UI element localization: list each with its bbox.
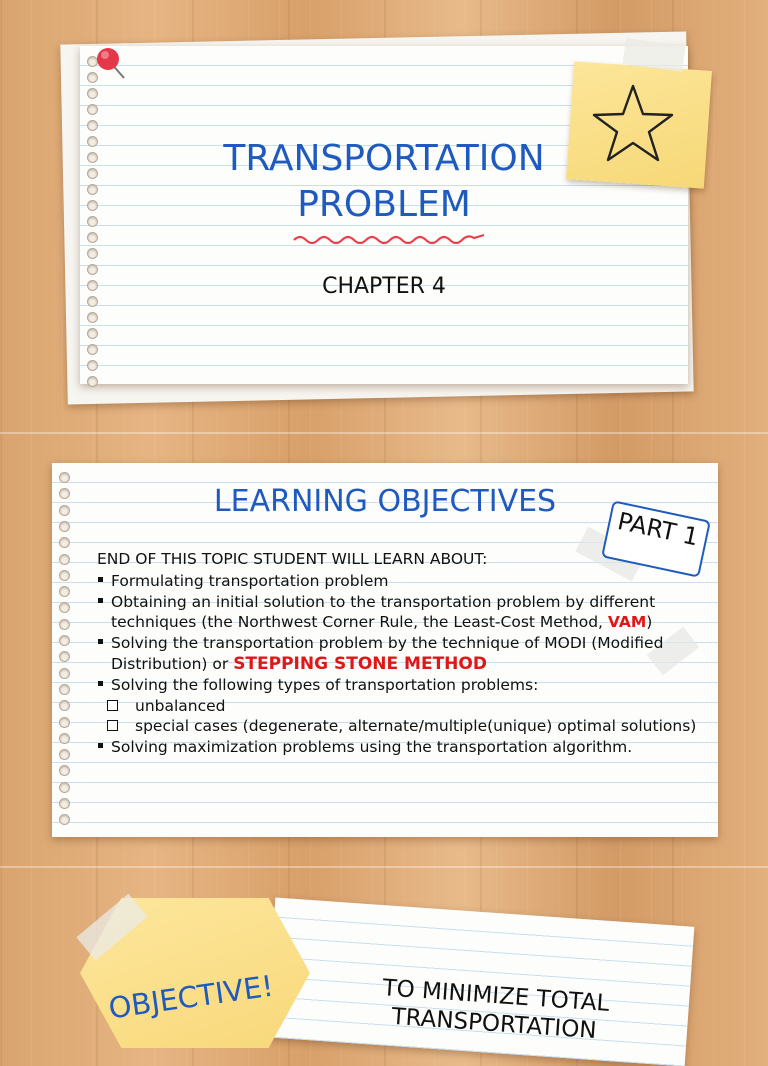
binder-ring [87,232,98,243]
squiggle-underline [292,232,486,248]
title-line-1: TRANSPORTATION [223,138,545,179]
slide-divider [0,866,768,868]
sub-list-item: unbalanced [97,696,697,717]
checkbox-bullet-icon [107,700,118,711]
objectives-list [97,549,697,758]
binder-ring [87,120,98,131]
list-item: Obtaining an initial solution to the transportation problem by different techniques (the Northwest Corner Rule, the Least-Cost Method, VAM) [97,592,697,634]
binder-ring [87,88,98,99]
binder-ring [59,717,70,728]
binder-ring [59,619,70,630]
binder-ring [59,733,70,744]
objective-text: TO MINIMIZE TOTAL TRANSPORTATION [381,975,611,1045]
binder-ring [87,344,98,355]
binder-ring [87,312,98,323]
binder-ring [59,554,70,565]
slide-divider [0,432,768,434]
list-item: Formulating transportation problem [97,571,697,592]
binder-ring [59,684,70,695]
list-item: Solving the following types of transportation problems: [97,675,697,696]
binder-ring [59,668,70,679]
highlight-vam: VAM [607,613,647,632]
objective-label: OBJECTIVE! [106,968,276,1026]
binder-ring [59,782,70,793]
binder-ring [59,472,70,483]
binder-ring [87,376,98,387]
binder-ring [59,798,70,809]
chapter-label: CHAPTER 4 [322,274,446,299]
list-intro: END OF THIS TOPIC STUDENT WILL LEARN ABOUT: [97,550,488,568]
checkbox-bullet-icon [107,720,118,731]
binder-ring [87,328,98,339]
sub-list-item: special cases (degenerate, alternate/multiple(unique) optimal solutions) [97,716,697,737]
binder-ring [87,248,98,259]
push-pin-icon [94,44,128,80]
list-item: Solving maximization problems using the transportation algorithm. [97,737,697,758]
binder-ring [87,104,98,115]
title-line-2: PROBLEM [297,184,471,225]
binder-ring [59,635,70,646]
highlight-stepping-stone: STEPPING STONE METHOD [233,653,487,674]
binder-ring [59,521,70,532]
part-badge: PART 1 [601,500,711,578]
star-icon [588,80,678,166]
list-item: Solving the transportation problem by the technique of MODI (Modified Distribution) or STEPPING STONE METHOD [97,633,697,675]
binder-ring [87,360,98,371]
binder-ring [59,570,70,581]
section-title: LEARNING OBJECTIVES [213,484,557,519]
